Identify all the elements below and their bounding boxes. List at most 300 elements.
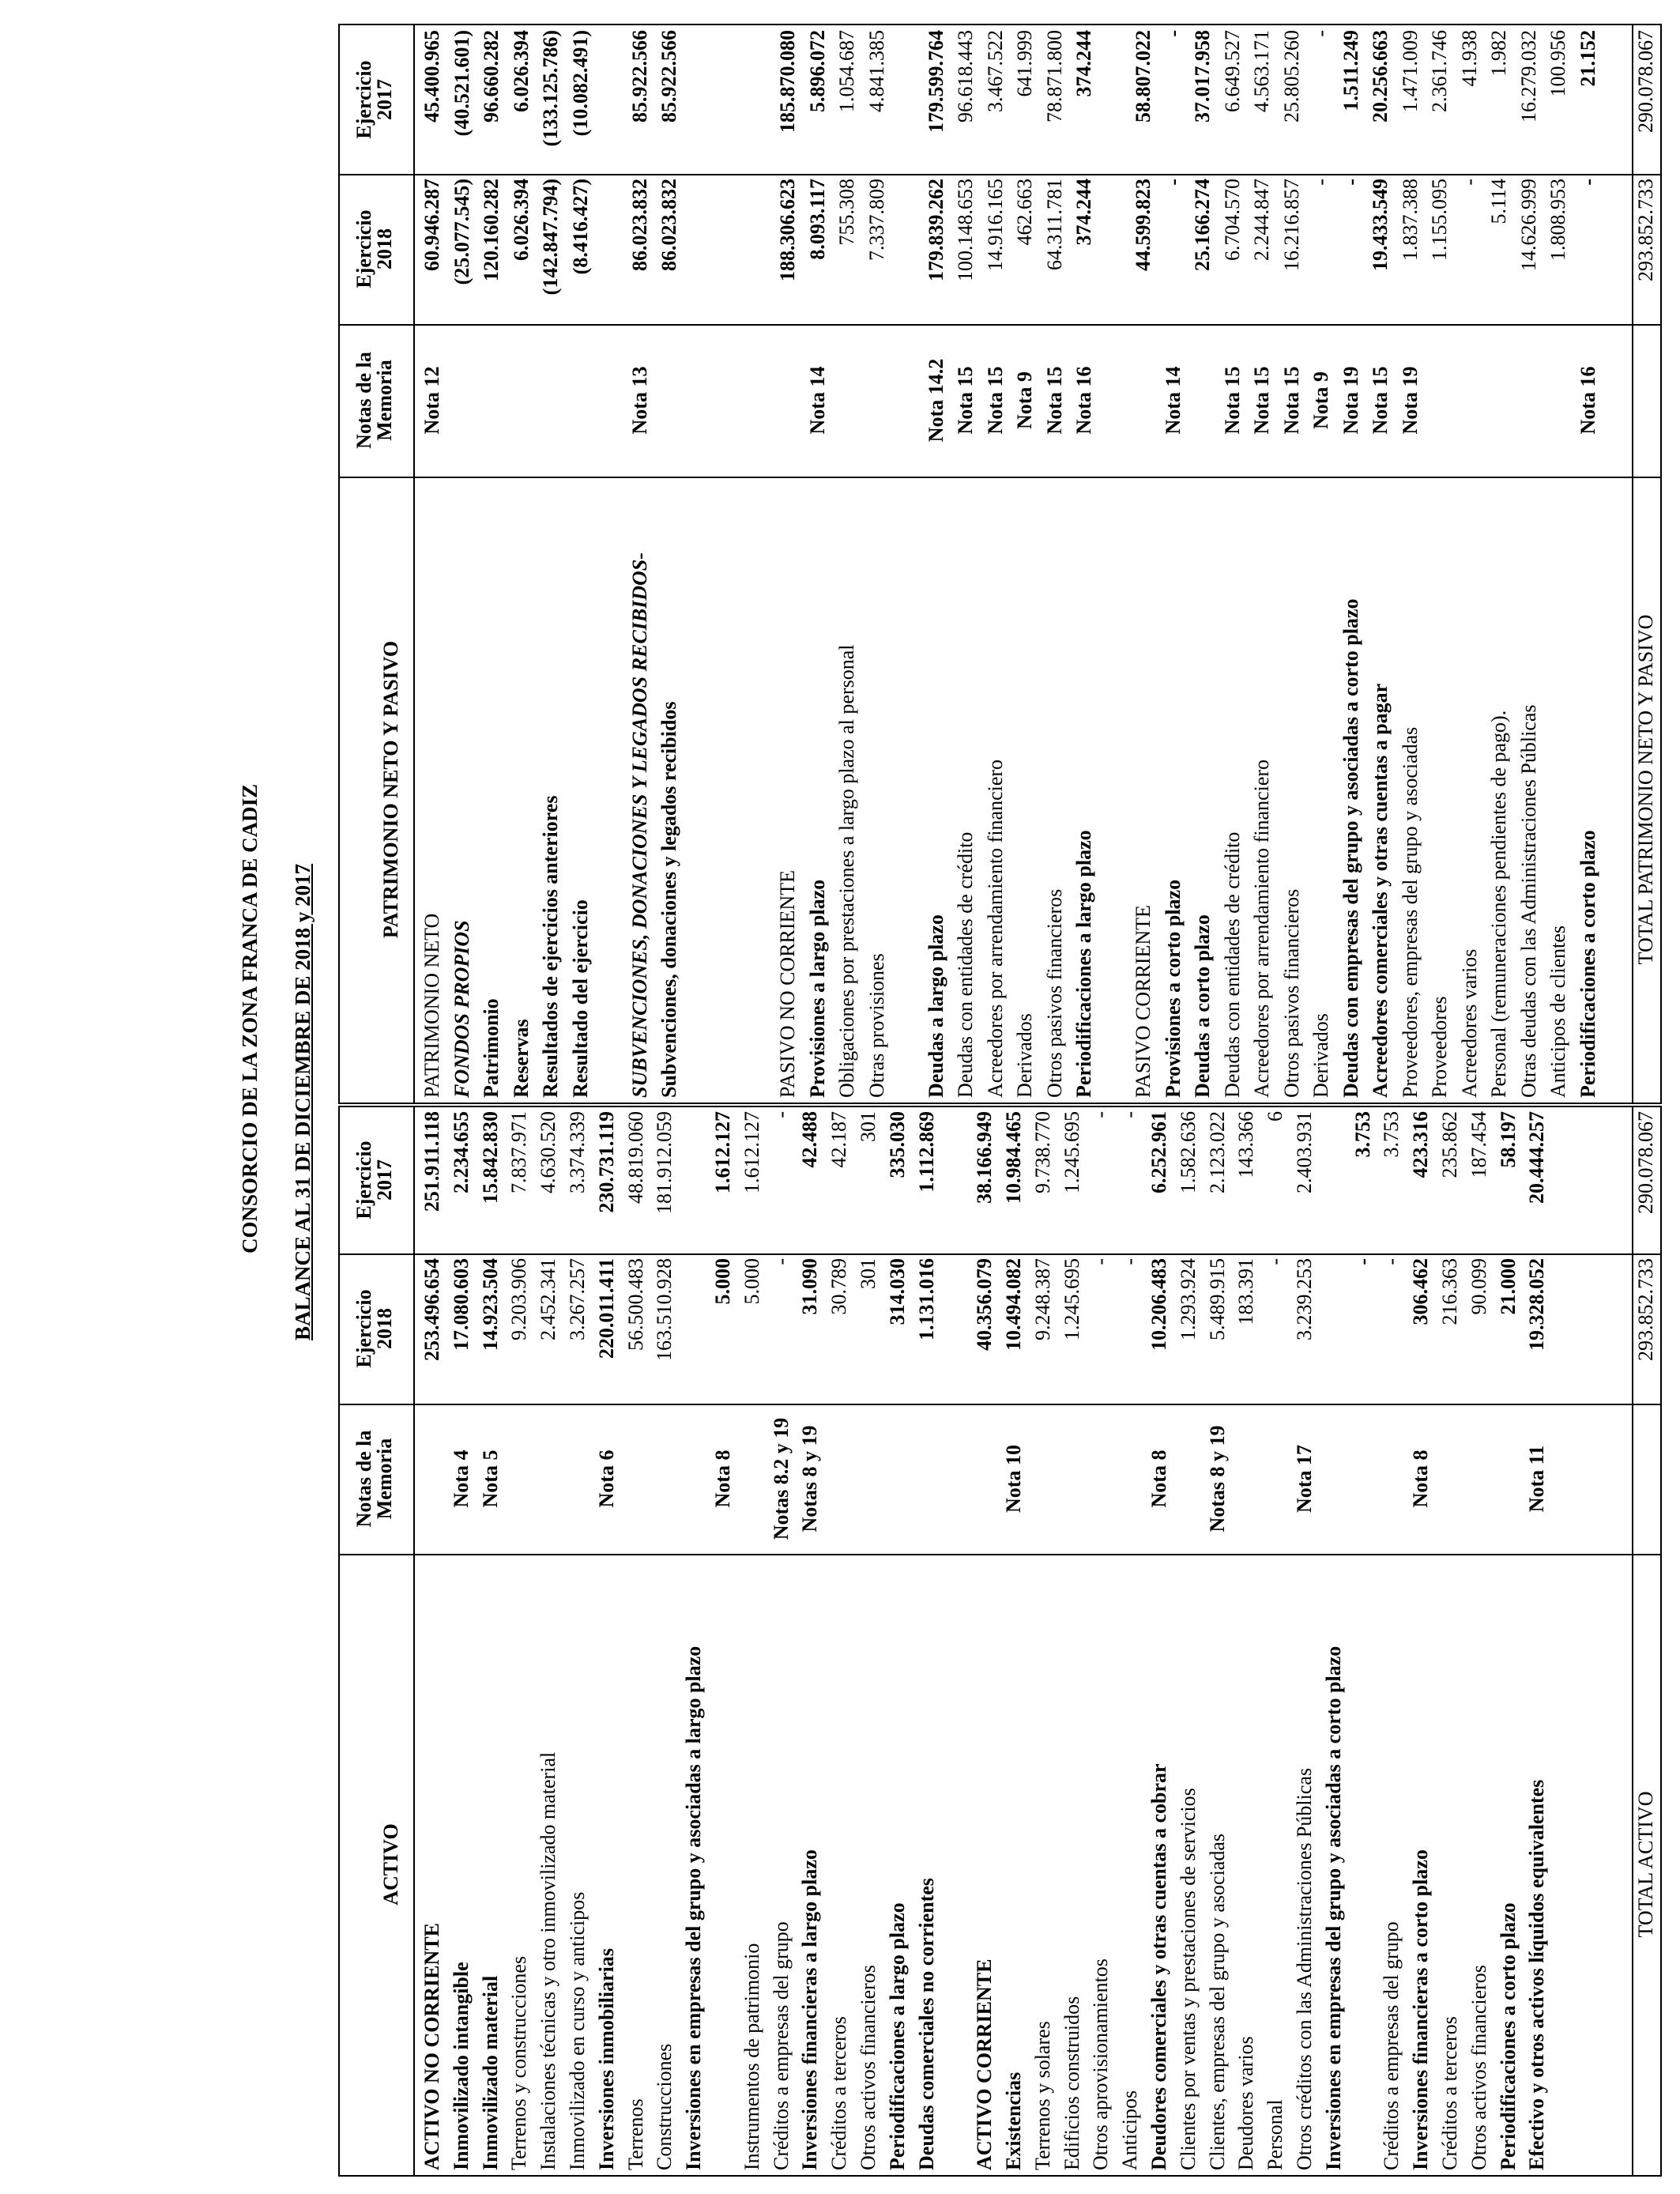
table-row bbox=[914, 1107, 946, 2175]
row-value-2017: 3.753 bbox=[1380, 1111, 1403, 1158]
row-label: Proveedores, empresas del grupo y asociadas bbox=[1398, 726, 1422, 1098]
row-value-2017: 42.488 bbox=[798, 1111, 822, 1168]
table-row bbox=[1042, 25, 1075, 1103]
row-value-2017: 42.187 bbox=[827, 1111, 851, 1168]
table-row bbox=[538, 1107, 567, 2175]
row-value-2018: (8.416.427) bbox=[568, 179, 592, 275]
row-value-2018: - bbox=[1350, 1258, 1374, 1265]
row-value-2018: - bbox=[1161, 179, 1185, 186]
table-row bbox=[887, 1107, 917, 2175]
row-value-2017: 3.467.522 bbox=[983, 30, 1007, 112]
table-row bbox=[452, 25, 482, 1103]
row-note: Nota 9 bbox=[1309, 371, 1332, 429]
row-value-2017: 38.166.949 bbox=[973, 1111, 996, 1204]
row-value-2018: 2.244.847 bbox=[1250, 179, 1273, 261]
table-row bbox=[627, 25, 660, 1103]
table-row bbox=[568, 25, 601, 1103]
row-label: Inmovilizado en curso y anticipos bbox=[566, 1891, 589, 2170]
table-header bbox=[340, 25, 415, 1103]
row-note: Nota 15 bbox=[1369, 366, 1392, 435]
row-value-2017: 179.599.764 bbox=[924, 30, 947, 133]
row-label: Inmovilizado intangible bbox=[449, 1962, 473, 2170]
header-notes bbox=[354, 324, 395, 477]
row-value-2017: 2.403.931 bbox=[1293, 1111, 1316, 1193]
row-label: Inversiones financieras a largo plazo bbox=[798, 1849, 822, 2170]
row-label: Deudas con entidades de crédito bbox=[954, 831, 977, 1098]
row-value-2017: 235.862 bbox=[1438, 1111, 1461, 1178]
table-row bbox=[480, 1107, 510, 2175]
row-label: Otros pasivos financieros bbox=[1042, 888, 1066, 1098]
row-label: Periodificaciones a largo plazo bbox=[1072, 830, 1095, 1098]
row-label: Créditos a terceros bbox=[1438, 2016, 1461, 2170]
total-label: TOTAL PATRIMONIO NETO Y PASIVO bbox=[1634, 614, 1657, 965]
row-value-2018: 90.099 bbox=[1467, 1258, 1490, 1315]
row-value-2018: 86.023.832 bbox=[627, 179, 651, 271]
row-value-2018: 1.155.095 bbox=[1428, 179, 1451, 261]
table-row bbox=[1163, 25, 1193, 1103]
row-value-2017: 641.999 bbox=[1013, 30, 1036, 97]
header-line: Ejercicio bbox=[352, 1140, 375, 1220]
row-value-2017: 9.738.770 bbox=[1030, 1111, 1054, 1193]
table-row bbox=[422, 1107, 451, 2175]
row-value-2018: - bbox=[1309, 179, 1332, 186]
row-label: SUBVENCIONES, DONACIONES Y LEGADOS RECIBIDOS- bbox=[627, 552, 651, 1098]
table-row bbox=[1192, 25, 1222, 1103]
row-value-2017: 41.938 bbox=[1457, 30, 1481, 87]
table-row bbox=[864, 25, 897, 1103]
row-note: Nota 6 bbox=[594, 1449, 618, 1508]
row-value-2018: 374.244 bbox=[1072, 179, 1095, 246]
row-label: Clientes, empresas del grupo y asociadas bbox=[1205, 1834, 1229, 2170]
row-label: Personal bbox=[1264, 2099, 1287, 2170]
row-label: Resultados de ejercicios anteriores bbox=[539, 795, 562, 1098]
table-row bbox=[511, 25, 541, 1103]
row-label: Edificios construidos bbox=[1060, 1996, 1083, 2170]
row-note: Nota 12 bbox=[420, 366, 443, 435]
row-value-2018: 30.789 bbox=[827, 1258, 851, 1315]
row-value-2018: 163.510.928 bbox=[653, 1258, 676, 1361]
row-label: Acreedores por arrendamiento financiero bbox=[1250, 759, 1273, 1098]
row-value-2017: 58.197 bbox=[1496, 1111, 1520, 1168]
row-value-2017: - bbox=[769, 1111, 793, 1118]
row-label: Otros activos financieros bbox=[857, 1965, 880, 2170]
row-value-2018: 5.000 bbox=[710, 1258, 734, 1305]
row-value-2017: 1.511.249 bbox=[1339, 30, 1362, 111]
table-row bbox=[1457, 25, 1490, 1103]
row-note: Nota 15 bbox=[1042, 366, 1066, 435]
row-value-2018: - bbox=[1576, 179, 1599, 186]
row-label: Deudores varios bbox=[1234, 2036, 1258, 2170]
total-value-2018: 293.852.733 bbox=[1634, 1258, 1657, 1361]
row-value-2018: 64.311.781 bbox=[1042, 179, 1066, 271]
header-line: Notas de la bbox=[352, 1430, 375, 1528]
row-value-2018: 9.203.906 bbox=[507, 1258, 531, 1340]
row-note: Nota 14.2 bbox=[924, 358, 947, 443]
row-value-2017: 1.112.869 bbox=[914, 1111, 938, 1193]
row-label: Créditos a empresas del grupo bbox=[1380, 1921, 1403, 2170]
row-label: PASIVO CORRIENTE bbox=[1132, 905, 1155, 1098]
row-label: Inmovilizado material bbox=[478, 1975, 502, 2170]
row-label: Existencias bbox=[1002, 2071, 1025, 2170]
row-label: Otros activos financieros bbox=[1467, 1965, 1490, 2170]
row-value-2018: 25.166.274 bbox=[1191, 179, 1214, 271]
table-row bbox=[1321, 1107, 1382, 2175]
row-value-2017: 20.444.257 bbox=[1525, 1111, 1549, 1204]
row-value-2017: 1.471.009 bbox=[1398, 30, 1422, 112]
table-row bbox=[1149, 1107, 1178, 2175]
header-line: 2018 bbox=[373, 1308, 396, 1349]
table-row bbox=[1062, 1107, 1091, 2175]
table-row bbox=[800, 1107, 829, 2175]
header-line: Ejercicio bbox=[352, 1289, 375, 1368]
row-note: Nota 9 bbox=[1013, 371, 1036, 429]
row-value-2017: 96.618.443 bbox=[954, 30, 977, 123]
row-value-2018: - bbox=[1339, 179, 1362, 186]
row-value-2017: 1.245.695 bbox=[1060, 1111, 1083, 1193]
total-value-2018: 293.852.733 bbox=[1634, 179, 1657, 281]
row-note: Nota 14 bbox=[1161, 366, 1185, 435]
row-value-2017: 143.366 bbox=[1234, 1111, 1258, 1178]
row-value-2017: 423.316 bbox=[1409, 1111, 1433, 1178]
row-label: Otros créditos con las Administraciones Públicas bbox=[1293, 1767, 1316, 2170]
table-row bbox=[541, 25, 571, 1103]
row-value-2018: 462.663 bbox=[1013, 179, 1036, 246]
row-value-2018: 2.452.341 bbox=[537, 1258, 560, 1340]
table-row bbox=[926, 25, 956, 1103]
row-value-2018: 8.093.117 bbox=[805, 179, 829, 260]
row-value-2018: - bbox=[1118, 1258, 1142, 1265]
row-value-2018: - bbox=[1264, 1258, 1287, 1265]
row-value-2017: 251.911.118 bbox=[420, 1111, 443, 1212]
table-row bbox=[1294, 1107, 1324, 2175]
row-label: Otras deudas con las Administraciones Públicas bbox=[1516, 704, 1540, 1098]
row-label: Deudas con entidades de crédito bbox=[1220, 831, 1244, 1098]
row-value-2017: 4.563.171 bbox=[1250, 30, 1273, 112]
row-value-2017: 16.279.032 bbox=[1516, 30, 1540, 123]
total-value-2017: 290.078.067 bbox=[1634, 30, 1657, 133]
row-value-2017: 85.922.566 bbox=[627, 30, 651, 123]
row-value-2017: 21.152 bbox=[1576, 30, 1599, 87]
row-value-2018: 188.306.623 bbox=[776, 179, 799, 281]
table-row bbox=[955, 25, 985, 1103]
row-value-2018: (142.847.794) bbox=[539, 179, 562, 296]
table-row bbox=[689, 25, 719, 1103]
row-label: Inversiones inmobiliarias bbox=[594, 1948, 618, 2170]
table-row bbox=[748, 25, 778, 1103]
row-value-2017: 1.054.687 bbox=[835, 30, 858, 112]
header-year-2018 bbox=[354, 174, 395, 324]
header-year-2017 bbox=[354, 25, 395, 174]
row-value-2017: 2.123.022 bbox=[1205, 1111, 1229, 1193]
row-value-2017: - bbox=[1118, 1111, 1142, 1118]
row-note: Nota 16 bbox=[1576, 366, 1599, 435]
row-value-2018: 5.114 bbox=[1487, 179, 1510, 224]
total-row bbox=[1632, 25, 1660, 1103]
header-notes bbox=[354, 1404, 395, 1554]
row-note: Nota 15 bbox=[1250, 366, 1273, 435]
table-row bbox=[1469, 1107, 1498, 2175]
table-row bbox=[837, 25, 867, 1103]
row-value-2017: 335.030 bbox=[885, 1111, 909, 1178]
row-label: Deudas comerciales no corrientes bbox=[914, 1878, 938, 2170]
row-note: Nota 5 bbox=[478, 1449, 502, 1508]
table-row bbox=[1498, 1107, 1527, 2175]
row-note: Notas 8 y 19 bbox=[1205, 1425, 1229, 1532]
row-label: Deudas a largo plazo bbox=[924, 914, 947, 1098]
row-value-2017: (133.125.786) bbox=[539, 30, 562, 147]
table-row bbox=[1578, 25, 1608, 1103]
row-value-2017: (40.521.601) bbox=[450, 30, 473, 137]
row-note: Nota 8 bbox=[1409, 1449, 1433, 1508]
row-value-2018: 1.245.695 bbox=[1060, 1258, 1083, 1340]
row-value-2018: 755.308 bbox=[835, 179, 858, 246]
row-label: Personal (remuneraciones pendientes de pago). bbox=[1487, 710, 1510, 1098]
header-line: Memoria bbox=[373, 1438, 396, 1520]
row-label: Inversiones financieras a corto plazo bbox=[1409, 1849, 1433, 2170]
header-line: Memoria bbox=[373, 360, 396, 441]
table-row bbox=[623, 1107, 655, 2175]
row-value-2017: 6.649.527 bbox=[1220, 30, 1244, 112]
header-concept bbox=[381, 477, 401, 1103]
row-label: Construcciones bbox=[653, 2043, 676, 2170]
row-value-2018: 19.328.052 bbox=[1525, 1258, 1549, 1351]
row-value-2018: 19.433.549 bbox=[1369, 179, 1392, 271]
header-concept bbox=[381, 1554, 401, 2175]
row-value-2018: 14.626.999 bbox=[1516, 179, 1540, 271]
table-row bbox=[1178, 1107, 1207, 2175]
table-row bbox=[1207, 1107, 1237, 2175]
header-line: Notas de la bbox=[352, 352, 375, 449]
row-label: Otros pasivos financieros bbox=[1279, 888, 1303, 1098]
row-value-2018: 40.356.079 bbox=[973, 1258, 996, 1351]
table-row bbox=[1279, 25, 1312, 1103]
row-label: Obligaciones por prestaciones a largo plazo al personal bbox=[835, 644, 858, 1098]
header-year-2018 bbox=[354, 1253, 395, 1404]
row-value-2018: 306.462 bbox=[1409, 1258, 1433, 1325]
row-value-2017: 15.842.830 bbox=[478, 1111, 502, 1204]
table-row bbox=[1252, 25, 1282, 1103]
table-row bbox=[829, 1107, 858, 2175]
row-label: Acreedores por arrendamiento financiero bbox=[983, 759, 1007, 1098]
row-value-2017: - bbox=[1161, 30, 1185, 37]
table-row bbox=[659, 25, 689, 1103]
row-value-2017: 78.871.800 bbox=[1042, 30, 1066, 123]
row-note: Nota 14 bbox=[805, 366, 829, 435]
row-value-2018: 9.248.387 bbox=[1030, 1258, 1054, 1340]
row-value-2018: - bbox=[1089, 1258, 1113, 1265]
table-row bbox=[509, 1107, 538, 2175]
row-note: Nota 15 bbox=[983, 366, 1007, 435]
row-label: Resultado del ejercicio bbox=[568, 899, 592, 1098]
row-label: Terrenos y construcciones bbox=[507, 1955, 531, 2170]
total-row bbox=[1632, 1107, 1660, 2175]
row-value-2017: 4.841.385 bbox=[864, 30, 888, 112]
row-note: Nota 11 bbox=[1525, 1445, 1549, 1513]
table-row bbox=[1548, 25, 1578, 1103]
row-value-2018: 1.293.924 bbox=[1176, 1258, 1200, 1340]
table-row bbox=[600, 25, 630, 1103]
row-label: Periodificaciones a corto plazo bbox=[1496, 1902, 1520, 2170]
row-note: Nota 13 bbox=[627, 366, 651, 435]
row-value-2017: 45.400.965 bbox=[420, 30, 443, 123]
row-label: Otros aprovisionamientos bbox=[1089, 1958, 1113, 2170]
table-row bbox=[481, 25, 511, 1103]
row-value-2017: 1.612.127 bbox=[740, 1111, 763, 1193]
row-value-2018: - bbox=[769, 1258, 793, 1265]
table-row bbox=[1489, 25, 1519, 1103]
row-label: Reservas bbox=[509, 1019, 533, 1098]
row-label: Inversiones en empresas del grupo y asociadas a largo plazo bbox=[682, 1646, 706, 2170]
row-label: Subvenciones, donaciones y legados recibidos bbox=[657, 701, 680, 1098]
row-note: Nota 19 bbox=[1398, 366, 1422, 435]
row-value-2018: 16.216.857 bbox=[1279, 179, 1303, 271]
table-row bbox=[1004, 1107, 1033, 2175]
row-value-2018: - bbox=[1457, 179, 1481, 186]
row-value-2018: 86.023.832 bbox=[657, 179, 680, 271]
total-value-2017: 290.078.067 bbox=[1634, 1111, 1657, 1214]
row-label: Provisiones a largo plazo bbox=[805, 879, 829, 1098]
row-note: Nota 15 bbox=[1220, 366, 1244, 435]
row-value-2018: 100.148.653 bbox=[954, 179, 977, 281]
row-label: ACTIVO CORRIENTE bbox=[973, 1958, 996, 2170]
row-value-2018: 56.500.483 bbox=[623, 1258, 647, 1351]
row-value-2017: 37.017.958 bbox=[1191, 30, 1214, 123]
row-value-2017: 374.244 bbox=[1072, 30, 1095, 97]
table-row bbox=[1090, 1107, 1120, 2175]
row-value-2017: 2.234.655 bbox=[449, 1111, 473, 1193]
row-value-2018: 301 bbox=[857, 1258, 880, 1289]
row-value-2018: 1.808.953 bbox=[1546, 179, 1569, 261]
row-value-2018: 31.090 bbox=[798, 1258, 822, 1315]
row-value-2017: 6.252.961 bbox=[1147, 1111, 1170, 1193]
table-row bbox=[985, 25, 1015, 1103]
company-title: CONSORCIO DE LA ZONA FRANCA DE CADIZ bbox=[238, 783, 262, 1253]
row-label: Efectivo y otros activos líquidos equivalentes bbox=[1525, 1779, 1549, 2170]
header-line: 2018 bbox=[373, 228, 396, 270]
row-value-2017: 96.660.282 bbox=[480, 30, 503, 123]
row-value-2017: - bbox=[1089, 1111, 1113, 1118]
table-row bbox=[1381, 1107, 1411, 2175]
row-note: Nota 8 bbox=[1147, 1449, 1170, 1508]
row-label: Instalaciones técnicas y otro inmovilizado material bbox=[537, 1751, 560, 2170]
table-row bbox=[1311, 25, 1341, 1103]
table-row bbox=[1133, 25, 1163, 1103]
header-line: 2017 bbox=[373, 79, 396, 120]
row-value-2017: 181.912.059 bbox=[653, 1111, 676, 1214]
row-value-2018: 7.337.809 bbox=[864, 179, 888, 261]
row-value-2017: 3.374.339 bbox=[566, 1111, 589, 1193]
table-row bbox=[1527, 1107, 1556, 2175]
header-line: ACTIVO bbox=[379, 1823, 402, 1906]
row-label: PASIVO NO CORRIENTE bbox=[776, 870, 799, 1098]
table-row bbox=[684, 1107, 742, 2175]
row-label: Patrimonio bbox=[480, 998, 503, 1098]
table-row bbox=[778, 25, 808, 1103]
row-note: Nota 8 bbox=[710, 1449, 734, 1508]
row-label: Terrenos y solares bbox=[1030, 2021, 1054, 2170]
row-label: Otras provisiones bbox=[864, 953, 888, 1098]
row-value-2017: 230.731.119 bbox=[594, 1111, 618, 1213]
row-value-2017: 187.454 bbox=[1467, 1111, 1490, 1178]
table-row bbox=[594, 1107, 626, 2175]
table-row bbox=[1516, 25, 1549, 1103]
row-value-2017: 1.982 bbox=[1487, 30, 1510, 77]
row-value-2018: 183.391 bbox=[1234, 1258, 1258, 1325]
table-row bbox=[718, 25, 748, 1103]
row-value-2018: 14.916.165 bbox=[983, 179, 1007, 271]
row-label: Inversiones en empresas del grupo y asociadas a corto plazo bbox=[1321, 1646, 1345, 2170]
row-value-2018: 5.000 bbox=[740, 1258, 763, 1305]
row-label: Acreedores varios bbox=[1457, 948, 1481, 1098]
table-row bbox=[1120, 1107, 1149, 2175]
row-value-2017: 100.956 bbox=[1546, 30, 1569, 97]
row-note: Nota 15 bbox=[1279, 366, 1303, 435]
row-label: Periodificaciones a largo plazo bbox=[885, 1902, 909, 2170]
row-value-2017: 6.026.394 bbox=[509, 30, 533, 112]
table-row bbox=[974, 1107, 1004, 2175]
row-note: Nota 19 bbox=[1339, 366, 1362, 435]
row-label: Instrumentos de patrimonio bbox=[740, 1943, 763, 2170]
row-value-2018: 6.704.570 bbox=[1220, 179, 1244, 261]
row-value-2018: 17.080.603 bbox=[449, 1258, 473, 1351]
row-label: Provisiones a corto plazo bbox=[1161, 879, 1185, 1098]
row-label: Créditos a empresas del grupo bbox=[769, 1921, 793, 2170]
row-value-2018: 3.239.253 bbox=[1293, 1258, 1316, 1340]
row-label: Acreedores comerciales y otras cuentas a pagar bbox=[1369, 683, 1392, 1098]
table-row bbox=[771, 1107, 800, 2175]
row-label: Deudores comerciales y otras cuentas a cobrar bbox=[1147, 1763, 1170, 2170]
row-value-2018: 120.160.282 bbox=[480, 179, 503, 281]
row-value-2018: 1.131.016 bbox=[914, 1258, 938, 1340]
row-value-2017: 1.582.636 bbox=[1176, 1111, 1200, 1193]
row-value-2017: - bbox=[1309, 30, 1332, 37]
table-header bbox=[340, 1107, 415, 2175]
table-row bbox=[1370, 25, 1400, 1103]
row-value-2018: 6.026.394 bbox=[509, 179, 533, 261]
header-year-2017 bbox=[354, 1106, 395, 1253]
row-value-2018: 3.267.257 bbox=[566, 1258, 589, 1340]
row-label: Deudas con empresas del grupo y asociadas a corto plazo bbox=[1339, 598, 1362, 1098]
row-value-2017: 5.896.072 bbox=[805, 30, 829, 112]
liabilities-table bbox=[338, 24, 1662, 1104]
row-value-2017: 10.984.465 bbox=[1002, 1111, 1025, 1204]
row-value-2017: 85.922.566 bbox=[657, 30, 680, 123]
row-note: Nota 4 bbox=[449, 1449, 473, 1508]
row-value-2018: 44.599.823 bbox=[1132, 179, 1155, 271]
row-value-2018: 253.496.654 bbox=[420, 1258, 443, 1361]
row-value-2018: 14.923.504 bbox=[478, 1258, 502, 1351]
table-row bbox=[422, 25, 452, 1103]
row-value-2018: 60.946.287 bbox=[420, 179, 443, 271]
row-note: Notas 8 y 19 bbox=[798, 1425, 822, 1532]
table-row bbox=[1030, 1107, 1062, 2175]
table-row bbox=[1104, 25, 1134, 1103]
row-value-2017: 1.612.127 bbox=[710, 1111, 734, 1193]
row-value-2018: 179.839.262 bbox=[924, 179, 947, 281]
table-row bbox=[896, 25, 926, 1103]
row-value-2017: 58.807.022 bbox=[1132, 30, 1155, 123]
row-value-2017: 25.805.260 bbox=[1279, 30, 1303, 123]
table-row bbox=[805, 25, 838, 1103]
row-value-2018: 220.011.411 bbox=[594, 1258, 618, 1359]
table-row bbox=[1341, 25, 1371, 1103]
row-label: Periodificaciones a corto plazo bbox=[1576, 830, 1599, 1098]
row-value-2017: 3.753 bbox=[1350, 1111, 1374, 1158]
row-value-2018: 1.837.388 bbox=[1398, 179, 1422, 261]
row-value-2017: 2.361.746 bbox=[1428, 30, 1451, 112]
header-line: Ejercicio bbox=[352, 60, 375, 139]
row-label: Anticipos de clientes bbox=[1546, 925, 1569, 1098]
